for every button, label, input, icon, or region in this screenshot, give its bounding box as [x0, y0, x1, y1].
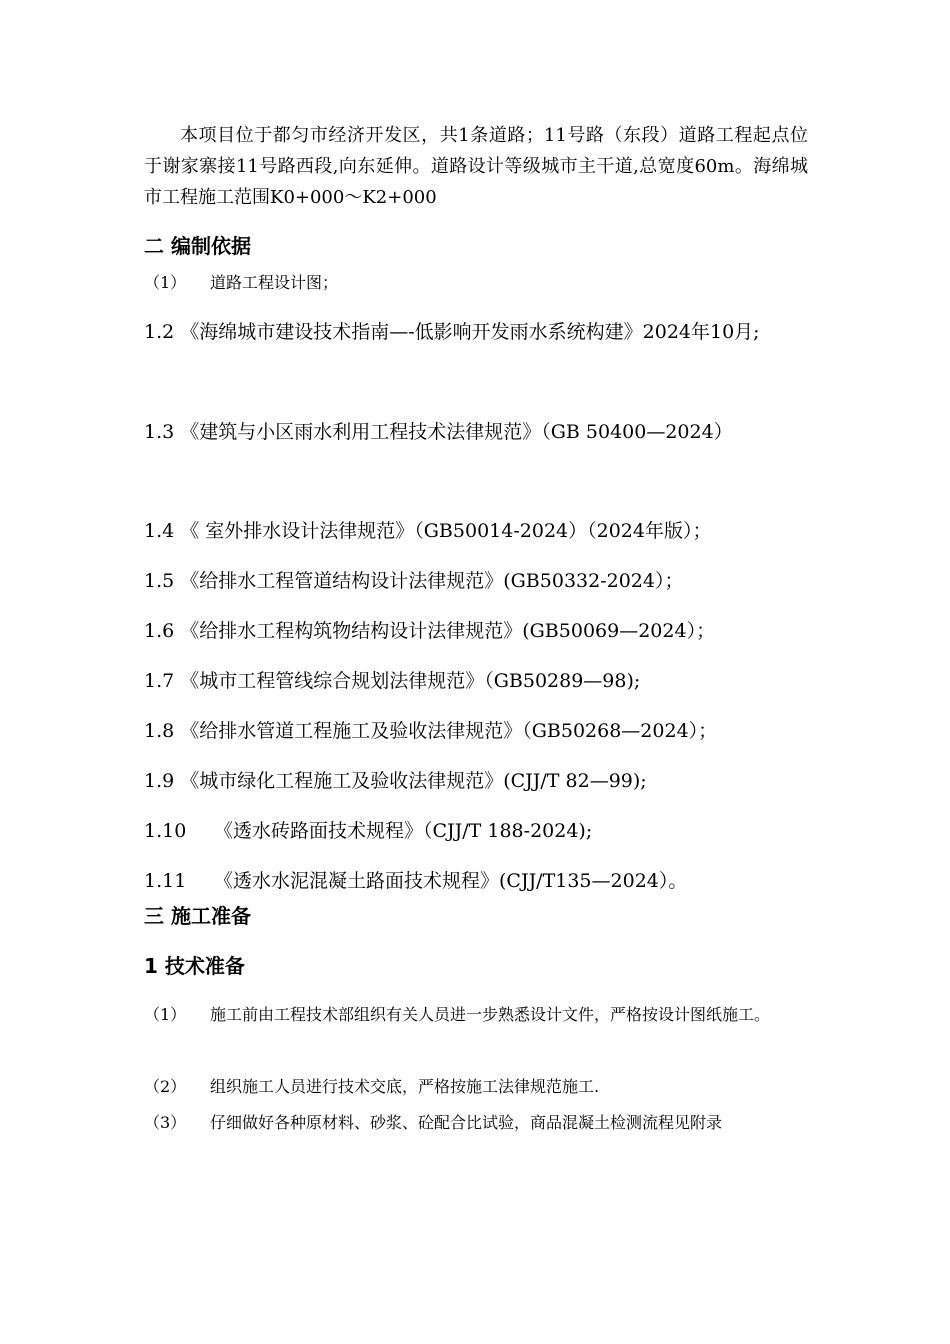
preparation-item-text: 组织施工人员进行技术交底，严格按施工法律规范施工. [210, 1077, 600, 1096]
reference-text: 《建筑与小区雨水利用工程技术法律规范》（GB 50400—2024） [180, 421, 733, 443]
reference-item [144, 756, 808, 806]
preparation-item-number: （3） [144, 1113, 187, 1132]
subsection-heading-technical-preparation: 1 技术准备 [144, 954, 245, 978]
reference-number: 1.6 [144, 620, 175, 642]
reference-number: 1.7 [144, 670, 175, 692]
reference-number: 1.5 [144, 570, 175, 592]
reference-number: 1.4 [144, 520, 175, 542]
reference-item [144, 407, 808, 457]
reference-item [144, 307, 808, 357]
reference-number: 1.11 [144, 870, 187, 892]
intro-paragraph: 本项目位于都匀市经济开发区，共1条道路；11号路（东段）道路工程起点位于谢家寨接11号路西段,向东延伸。道路设计等级城市主干道,总宽度60m。海绵城市工程施工范围K0+000～K2+000 [144, 125, 808, 208]
basis-item-1 [144, 268, 808, 298]
reference-item [144, 506, 808, 556]
preparation-item-text: 施工前由工程技术部组织有关人员进一步熟悉设计文件，严格按设计图纸施工。 [210, 1005, 771, 1024]
reference-item [144, 606, 808, 656]
reference-text: 《城市工程管线综合规划法律规范》（GB50289—98); [180, 670, 641, 692]
reference-text: 《给排水工程构筑物结构设计法律规范》(GB50069—2024）； [180, 620, 716, 642]
basis-item-1-number: （1） [144, 273, 187, 292]
reference-text: 《 室外排水设计法律规范》（GB50014-2024）（2024年版）； [180, 520, 712, 542]
reference-item [144, 856, 808, 906]
reference-item [144, 556, 808, 606]
section-heading-construction-preparation: 三 施工准备 [144, 904, 251, 928]
preparation-item-text: 仔细做好各种原材料、砂浆、砼配合比试验，商品混凝土检测流程见附录 [210, 1113, 723, 1132]
reference-number: 1.3 [144, 421, 175, 443]
reference-text: 《透水砖路面技术规程》（CJJ/T 188-2024); [214, 820, 593, 842]
basis-item-1-text: 道路工程设计图； [210, 273, 339, 292]
reference-text: 《海绵城市建设技术指南—-低影响开发雨水系统构建》2024年10月; [180, 321, 760, 343]
preparation-item-number: （2） [144, 1077, 187, 1096]
reference-number: 1.8 [144, 720, 175, 742]
reference-number: 1.2 [144, 321, 175, 343]
reference-text: 《城市绿化工程施工及验收法律规范》(CJJ/T 82—99); [180, 770, 647, 792]
preparation-item-3 [144, 1108, 808, 1138]
reference-text: 《给排水管道工程施工及验收法律规范》（GB50268—2024）； [180, 720, 718, 742]
reference-text: 《给排水工程管道结构设计法律规范》(GB50332-2024）； [180, 570, 684, 592]
reference-text: 《透水水泥混凝土路面技术规程》(CJJ/T135—2024）。 [214, 870, 688, 892]
section-heading-compilation-basis: 二 编制依据 [144, 234, 251, 258]
preparation-item-1 [144, 1000, 808, 1030]
reference-item [144, 656, 808, 706]
reference-item [144, 806, 808, 856]
preparation-item-2 [144, 1072, 808, 1102]
reference-number: 1.10 [144, 820, 187, 842]
reference-item [144, 706, 808, 756]
preparation-item-number: （1） [144, 1005, 187, 1024]
reference-number: 1.9 [144, 770, 175, 792]
